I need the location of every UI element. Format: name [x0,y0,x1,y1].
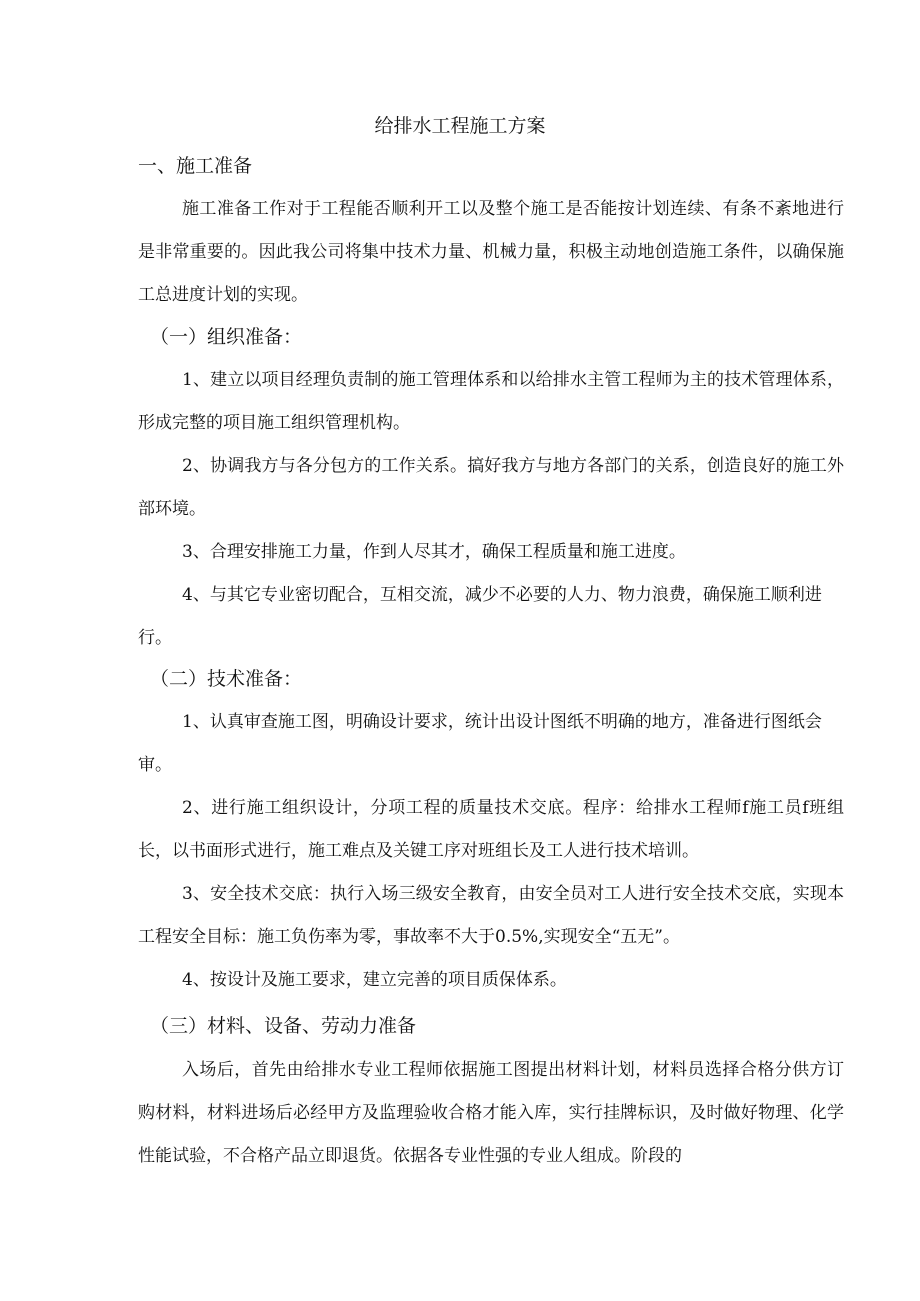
section-1-intro-paragraph: 施工准备工作对于工程能否顺利开工以及整个施工是否能按计划连续、有条不紊地进行是非常重要的。因此我公司将集中技术力量、机械力量，积极主动地创造施工条件，以确保施工总进度计划的实现。 [138,199,844,305]
technical-item-2: 2、进行施工组织设计，分项工程的质量技术交底。程序：给排水工程师f施工员f班组长，以书面形式进行，施工难点及关键工序对班组长及工人进行技术培训。 [138,798,844,861]
technical-item-4: 4、按设计及施工要求，建立完善的项目质保体系。 [182,970,567,990]
subsection-heading-materials: （三）材料、设备、劳动力准备 [150,1015,417,1037]
organization-item-3: 3、合理安排施工力量，作到人尽其才，确保工程质量和施工进度。 [182,542,686,562]
subsection-heading-technical: （二）技术准备： [150,668,303,690]
materials-paragraph: 入场后，首先由给排水专业工程师依据施工图提出材料计划，材料员选择合格分供方订购材料，材料进场后必经甲方及监理验收合格才能入库，实行挂牌标识，及时做好物理、化学性能试验，不合格产品立即退货。依据各专业性强的专业人组成。阶段的 [138,1060,844,1166]
organization-item-2: 2、协调我方与各分包方的工作关系。搞好我方与地方各部门的关系，创造良好的施工外部环境。 [138,456,844,519]
document-title: 给排水工程施工方案 [374,115,546,137]
organization-item-1: 1、建立以项目经理负责制的施工管理体系和以给排水主管工程师为主的技术管理体系，形成完整的项目施工组织管理机构。 [138,370,844,433]
organization-item-4: 4、与其它专业密切配合，互相交流，减少不必要的人力、物力浪费，确保施工顺利进行。 [138,585,822,648]
technical-item-1: 1、认真审查施工图，明确设计要求，统计出设计图纸不明确的地方，准备进行图纸会审。 [138,712,822,775]
technical-item-3: 3、安全技术交底：执行入场三级安全教育，由安全员对工人进行安全技术交底，实现本工程安全目标：施工负伤率为零，事故率不大于0.5%,实现安全“五无”。 [138,884,844,947]
subsection-heading-organization: （一）组织准备： [150,326,303,348]
section-heading-1: 一、施工准备 [138,155,253,177]
